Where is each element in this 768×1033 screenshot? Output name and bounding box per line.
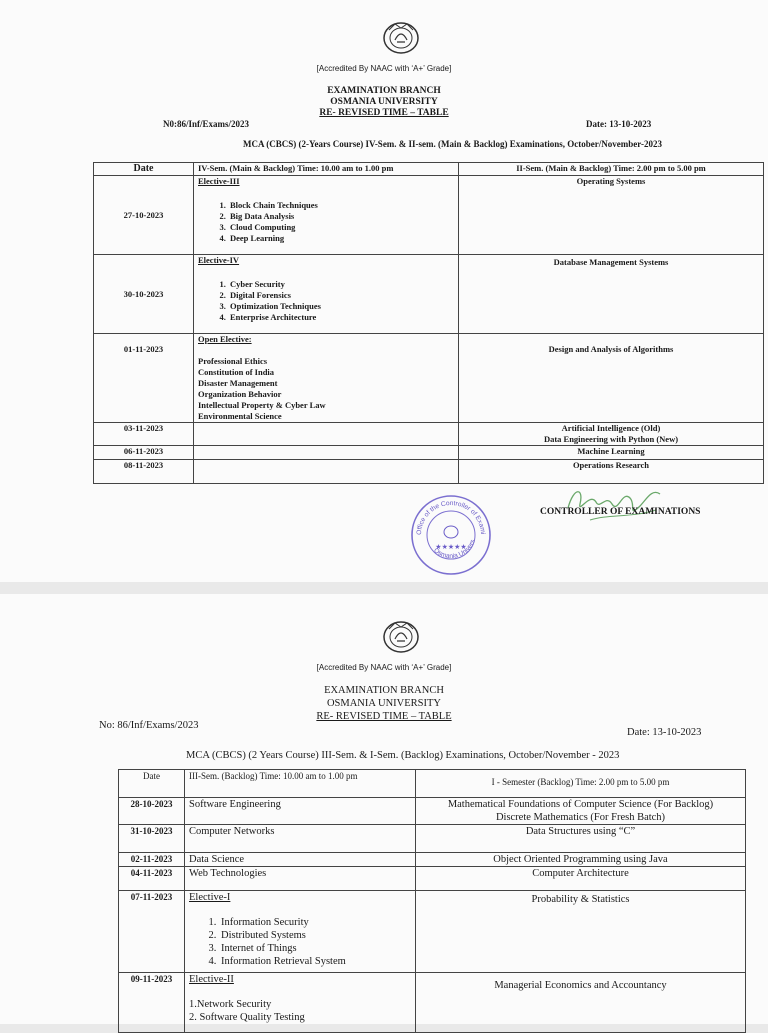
column-header: III-Sem. (Backlog) Time: 10.00 am to 1.00 pm <box>185 770 416 798</box>
exam-date: 07-11-2023 <box>119 891 185 973</box>
exam-date: 28-10-2023 <box>119 798 185 825</box>
list-item: 1. Block Chain Techniques <box>228 200 454 211</box>
elective-list <box>189 998 411 1024</box>
list-item: 2. Digital Forensics <box>228 290 454 301</box>
list-item: Disaster Management <box>198 378 278 388</box>
table-header-row <box>119 770 746 798</box>
list-item: 3. Cloud Computing <box>228 222 454 233</box>
subject-name: Computer Architecture <box>532 868 629 879</box>
university-heading: OSMANIA UNIVERSITY <box>330 97 438 107</box>
subject-cell: Computer Networks <box>185 825 416 853</box>
subject-cell <box>459 255 764 334</box>
subject-cell <box>185 891 416 973</box>
signatory-title: CONTROLLER OF EXAMINATIONS <box>540 507 701 517</box>
table-row <box>119 867 746 891</box>
accreditation-line: [Accredited By NAAC with ‘A+’ Grade] <box>316 64 452 73</box>
list-item: Professional Ethics <box>198 356 268 366</box>
list-item: 1. Cyber Security <box>228 279 454 290</box>
university-logo <box>381 20 421 56</box>
elective-list <box>198 200 454 244</box>
subject-name: Database Management Systems <box>553 257 669 267</box>
exam-date: 27-10-2023 <box>94 176 194 255</box>
list-item: 3. Internet of Things <box>219 942 411 955</box>
column-header: I - Semester (Backlog) Time: 2.00 pm to 5.00 pm <box>416 770 746 798</box>
list-item: Constitution of India <box>198 367 275 377</box>
subject-cell <box>194 255 459 334</box>
subject-cell <box>416 798 746 825</box>
exam-title: MCA (CBCS) (2-Years Course) IV-Sem. & II-sem. (Main & Backlog) Examinations, October/November-2023 <box>243 139 662 149</box>
timetable-table <box>118 769 746 1033</box>
branch-heading: EXAMINATION BRANCH <box>327 86 441 96</box>
table-row <box>119 825 746 853</box>
exam-date: 03-11-2023 <box>94 423 194 446</box>
list-item: 2. Big Data Analysis <box>228 211 454 222</box>
timetable-title: RE- REVISED TIME – TABLE <box>319 108 449 118</box>
list-item: 1. Information Security <box>219 916 411 929</box>
list-item: 3. Optimization Techniques <box>228 301 454 312</box>
subject-name: Artificial Intelligence (Old) <box>561 423 661 433</box>
subject-cell: Data Science <box>185 853 416 867</box>
branch-heading: EXAMINATION BRANCH <box>324 685 444 696</box>
subject-cell <box>416 867 746 891</box>
issue-date: Date: 13-10-2023 <box>627 727 702 738</box>
signature <box>560 480 670 530</box>
column-header: IV-Sem. (Main & Backlog) Time: 10.00 am to 1.00 pm <box>194 163 459 176</box>
subject-name: Design and Analysis of Algorithms <box>548 344 674 354</box>
subject-name: Mathematical Foundations of Computer Science (For Backlog) <box>447 799 714 810</box>
subject-cell <box>459 446 764 460</box>
subject-cell <box>459 334 764 423</box>
list-item: Organization Behavior <box>198 389 282 399</box>
table-row <box>94 446 764 460</box>
subject-cell: Software Engineering <box>185 798 416 825</box>
elective-title: Elective-III <box>198 176 240 186</box>
university-heading: OSMANIA UNIVERSITY <box>326 698 442 709</box>
reference-number: N0:86/Inf/Exams/2023 <box>163 119 250 129</box>
table-header-row <box>94 163 764 176</box>
subject-cell <box>194 446 459 460</box>
subject-name: Probability & Statistics <box>531 894 630 905</box>
subject-cell <box>459 176 764 255</box>
svg-text:★★★★★: ★★★★★ <box>435 543 467 551</box>
elective-title: Elective-IV <box>198 255 240 265</box>
office-stamp <box>410 494 492 576</box>
exam-title: MCA (CBCS) (2 Years Course) III-Sem. & I-Sem. (Backlog) Examinations, October/November - 2023 <box>186 750 620 761</box>
subject-name: Object Oriented Programming using Java <box>493 854 668 865</box>
subject-cell: Web Technologies <box>185 867 416 891</box>
exam-date: 09-11-2023 <box>119 973 185 1033</box>
exam-date: 04-11-2023 <box>119 867 185 891</box>
subject-cell <box>416 825 746 853</box>
subject-name: Operating Systems <box>576 176 646 186</box>
subject-cell <box>194 176 459 255</box>
table-row <box>119 798 746 825</box>
table-row <box>94 423 764 446</box>
subject-name: Machine Learning <box>577 446 645 456</box>
elective-title: Open Elective: <box>198 334 252 344</box>
subject-name: Discrete Mathematics (For Fresh Batch) <box>495 812 666 823</box>
accreditation-line: [Accredited By NAAC with ‘A+’ Grade] <box>316 663 452 672</box>
stamp-text: Osmania Univers <box>432 538 477 561</box>
subject-cell <box>459 423 764 446</box>
exam-date: 08-11-2023 <box>94 460 194 484</box>
table-row <box>94 255 764 334</box>
elective-list <box>198 279 454 323</box>
list-item: 2. Distributed Systems <box>219 929 411 942</box>
subject-cell <box>194 460 459 484</box>
column-header: Date <box>119 770 185 798</box>
timetable-table <box>93 162 764 484</box>
exam-date: 30-10-2023 <box>94 255 194 334</box>
list-item: 1.Network Security <box>189 999 272 1010</box>
reference-number: No: 86/Inf/Exams/2023 <box>99 720 199 731</box>
subject-cell <box>194 423 459 446</box>
subject-name: Managerial Economics and Accountancy <box>494 980 667 991</box>
list-item: 4. Information Retrieval System <box>219 955 411 968</box>
list-item: Intellectual Property & Cyber Law <box>198 400 326 410</box>
table-row <box>94 176 764 255</box>
elective-title: Elective-II <box>189 974 234 985</box>
timetable-title: RE- REVISED TIME – TABLE <box>316 711 452 722</box>
table-row <box>119 891 746 973</box>
list-item: Environmental Science <box>198 411 282 421</box>
exam-date: 01-11-2023 <box>94 334 194 423</box>
subject-name: Data Structures using “C” <box>525 826 636 837</box>
table-row <box>119 853 746 867</box>
table-row <box>94 334 764 423</box>
elective-list <box>189 916 411 968</box>
elective-list <box>198 356 454 422</box>
university-logo <box>381 619 421 655</box>
exam-date: 31-10-2023 <box>119 825 185 853</box>
subject-cell <box>194 334 459 423</box>
column-header: II-Sem. (Main & Backlog) Time: 2.00 pm to 5.00 pm <box>459 163 764 176</box>
list-item: 4. Deep Learning <box>228 233 454 244</box>
list-item: 2. Software Quality Testing <box>189 1012 305 1023</box>
list-item: 4. Enterprise Architecture <box>228 312 454 323</box>
exam-date: 06-11-2023 <box>94 446 194 460</box>
subject-name: Operations Research <box>572 460 650 470</box>
subject-cell <box>416 891 746 973</box>
issue-date: Date: 13-10-2023 <box>586 119 652 129</box>
subject-name: Data Engineering with Python (New) <box>543 434 679 444</box>
exam-date: 02-11-2023 <box>119 853 185 867</box>
subject-cell <box>416 853 746 867</box>
column-header: Date <box>94 163 194 176</box>
elective-title: Elective-I <box>189 892 231 903</box>
timetable-page-2 <box>0 594 768 1024</box>
stamp-text: Office of the Controller of Exami <box>415 499 487 536</box>
